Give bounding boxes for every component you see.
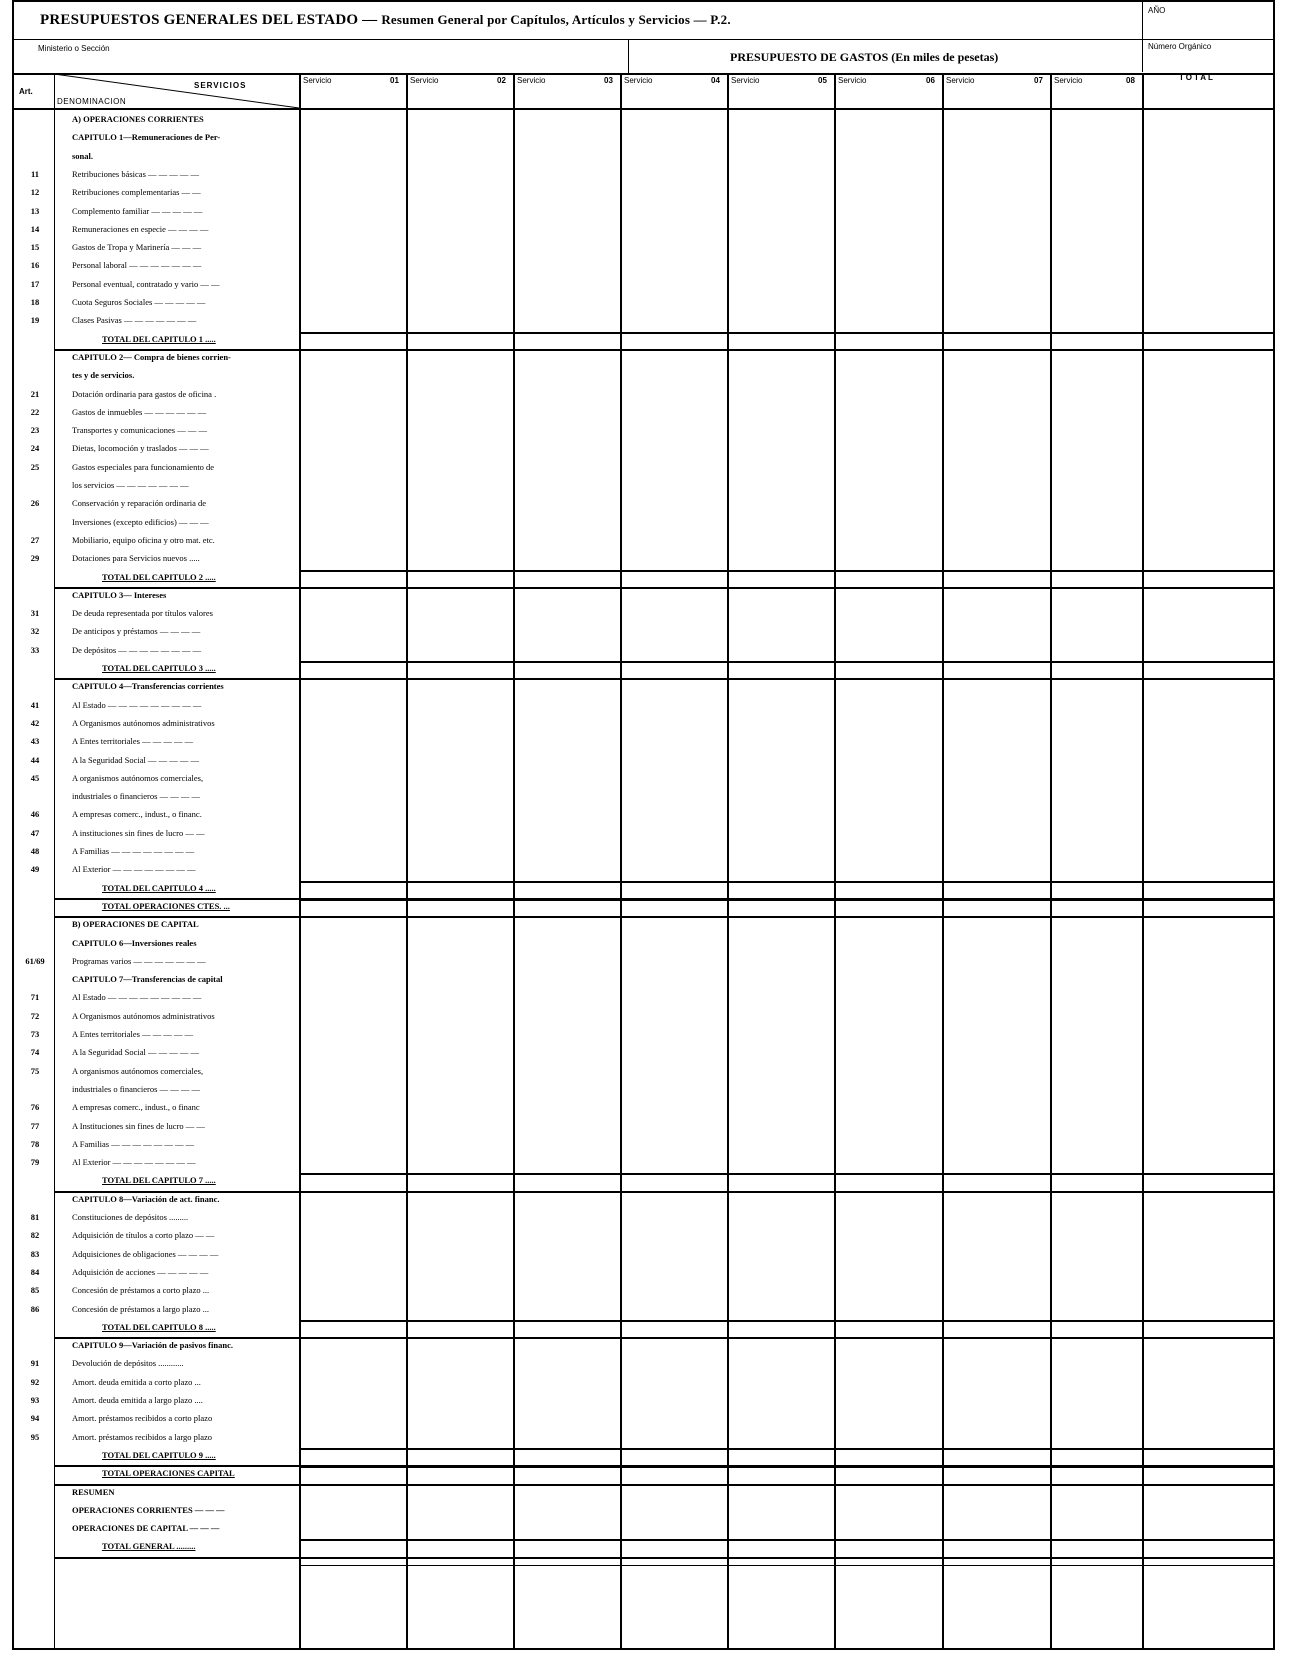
article-number: 95 (30, 1431, 40, 1442)
budget-line-row (14, 550, 299, 568)
column-divider (513, 74, 515, 1650)
denomination-text: Mobiliario, equipo oficina y otro mat. etc. (72, 534, 215, 545)
budget-line-row (14, 221, 299, 239)
denomination-text: OPERACIONES CORRIENTES — — — (72, 1504, 225, 1515)
budget-line-row (14, 184, 299, 202)
denomination-text: Retribuciones básicas — — — — — (72, 168, 200, 179)
denomination-text: A organismos autónomos comerciales, (72, 1065, 204, 1076)
service-column-label: Servicio (410, 76, 439, 85)
article-number: 24 (30, 443, 40, 454)
budget-line-row (14, 788, 299, 806)
total-row (14, 331, 299, 349)
article-number: 73 (30, 1029, 40, 1039)
budget-line-row (14, 312, 299, 330)
denomination-text: Al Estado — — — — — — — — — (72, 992, 202, 1003)
denomination-text: TOTAL DEL CAPITULO 8 ..... (102, 1321, 216, 1332)
total-row (14, 1465, 299, 1483)
denomination-text: Conservación y reparación ordinaria de (72, 498, 207, 509)
article-number: 19 (30, 315, 40, 326)
budget-line-row (14, 459, 299, 477)
article-number: 32 (30, 626, 40, 637)
service-column-number: 04 (711, 76, 720, 85)
column-divider (727, 74, 729, 1650)
article-number: 43 (30, 736, 40, 747)
denomination-text: CAPITULO 2— Compra de bienes corrien- (72, 351, 231, 362)
column-divider (620, 74, 622, 1650)
denomination-text: TOTAL DEL CAPITULO 4 ..... (102, 882, 216, 893)
article-number: 11 (30, 168, 40, 179)
article-number: 78 (30, 1138, 40, 1149)
article-number: 49 (30, 864, 40, 875)
denomination-text: Clases Pasivas — — — — — — — (72, 315, 197, 326)
grid-final-rule (299, 1565, 1275, 1566)
budget-line-row (14, 422, 299, 440)
denomination-text: TOTAL OPERACIONES CTES. ... (102, 900, 230, 911)
column-divider (834, 74, 836, 1650)
article-number: 44 (30, 754, 40, 765)
article-number: 22 (30, 406, 40, 417)
denomination-text: Al Estado — — — — — — — — — (72, 699, 202, 710)
budget-line-row (14, 257, 299, 275)
denomination-text: CAPITULO 3— Intereses (72, 589, 167, 600)
budget-line-row (14, 386, 299, 404)
article-number: 18 (30, 297, 40, 307)
heading-row (14, 587, 299, 605)
budget-line-row (14, 495, 299, 513)
form-title (40, 12, 731, 29)
budget-line-row (14, 404, 299, 422)
budget-line-row (14, 623, 299, 641)
denomination-text: Adquisición de acciones — — — — — (72, 1266, 209, 1277)
article-number: 31 (30, 608, 40, 619)
service-column-number: 01 (390, 76, 399, 85)
article-number: 46 (30, 809, 40, 820)
budget-line-row (14, 1282, 299, 1300)
article-number: 71 (30, 992, 40, 1003)
denomination-text: A instituciones sin fines de lucro — — (72, 827, 205, 838)
total-rule-top (299, 1173, 1275, 1175)
denomination-text: A) OPERACIONES CORRIENTES (72, 114, 204, 124)
article-number: 75 (30, 1065, 40, 1076)
article-number: 92 (30, 1376, 40, 1387)
heading-row (14, 1337, 299, 1355)
column-divider (406, 74, 408, 1650)
denomination-text: A Familias — — — — — — — — (72, 846, 195, 856)
denomination-text: CAPITULO 7—Transferencias de capital (72, 974, 223, 985)
service-column-number: 08 (1126, 76, 1135, 85)
service-column-label: Servicio (517, 76, 546, 85)
denomination-text: A la Seguridad Social — — — — — (72, 754, 200, 765)
denomination-text: Dietas, locomoción y traslados — — — (72, 443, 209, 454)
budget-line-row (14, 1063, 299, 1081)
article-number: 29 (30, 553, 40, 564)
budget-line-row (14, 440, 299, 458)
denomination-text: A Entes territoriales — — — — — (72, 1029, 194, 1039)
total-row (14, 880, 299, 898)
denomination-text: TOTAL DEL CAPITULO 2 ..... (102, 571, 216, 582)
budget-line-row (14, 825, 299, 843)
denomination-text: CAPITULO 1—Remuneraciones de Per- (72, 132, 221, 143)
budget-line-row (14, 843, 299, 861)
total-row (14, 898, 299, 916)
article-number: 42 (30, 717, 40, 728)
denomination-text: Cuota Seguros Sociales — — — — — (72, 297, 206, 307)
service-column-number: 05 (818, 76, 827, 85)
total-rule-top (299, 899, 1275, 901)
denomination-text: Amort. deuda emitida a corto plazo ... (72, 1376, 201, 1387)
title-underline (14, 39, 1275, 40)
heading-row (14, 111, 299, 129)
denomination-text: Constituciones de depósitos ......... (72, 1212, 189, 1222)
article-number: 21 (30, 388, 40, 399)
budget-line-row (14, 1355, 299, 1373)
denomination-text: Amort. deuda emitida a largo plazo .... (72, 1395, 203, 1405)
total-row (14, 569, 299, 587)
article-number: 61/69 (25, 955, 45, 966)
denomination-text: A empresas comerc., indust., o financ. (72, 809, 202, 820)
denomination-text: Amort. préstamos recibidos a largo plazo (72, 1431, 213, 1442)
article-number: 77 (30, 1120, 40, 1131)
budget-line-row (14, 1209, 299, 1227)
heading-row (14, 1484, 299, 1502)
budget-line-row (14, 1044, 299, 1062)
year-box-left-border (1142, 2, 1143, 72)
denomination-text: Dotaciones para Servicios nuevos ..... (72, 553, 200, 564)
title-sub: Resumen General por Capítulos, Artículos y Servicios — P.2. (381, 12, 731, 27)
article-number: 16 (30, 260, 40, 271)
budget-line-row (14, 605, 299, 623)
denomination-text: Personal eventual, contratado y vario — — (72, 278, 220, 289)
service-column-number: 07 (1034, 76, 1043, 85)
article-number: 13 (30, 205, 40, 216)
denomination-text: CAPITULO 4—Transferencias corrientes (72, 681, 224, 692)
budget-line-row (14, 203, 299, 221)
budget-line-row (14, 514, 299, 532)
denomination-text: TOTAL DEL CAPITULO 1 ..... (102, 333, 216, 344)
article-number: 76 (30, 1102, 40, 1113)
organic-number-label[interactable]: Número Orgánico (1148, 42, 1212, 51)
denomination-text: CAPITULO 9—Variación de pasivos financ. (72, 1340, 233, 1351)
service-column-number: 06 (926, 76, 935, 85)
budget-line-row (14, 1264, 299, 1282)
denomination-text: A empresas comerc., indust., o financ (72, 1102, 200, 1113)
column-divider (942, 74, 944, 1650)
denomination-text: TOTAL DEL CAPITULO 9 ..... (102, 1449, 216, 1460)
total-rule-top (299, 661, 1275, 663)
budget-line-row (14, 1008, 299, 1026)
denomination-text: A Organismos autónomos administrativos (72, 717, 215, 728)
budget-line-row (14, 1026, 299, 1044)
denomination-text: A la Seguridad Social — — — — — (72, 1047, 200, 1058)
budget-line-row (14, 697, 299, 715)
article-number: 47 (30, 827, 40, 838)
article-number: 93 (30, 1395, 40, 1405)
denomination-text: Remuneraciones en especie — — — — (72, 223, 209, 234)
budget-line-row (14, 953, 299, 971)
total-row (14, 1172, 299, 1190)
total-rule-top (299, 1466, 1275, 1468)
total-row (14, 1447, 299, 1465)
budget-line-row (14, 1118, 299, 1136)
budget-line-row (14, 642, 299, 660)
budget-line-row (14, 715, 299, 733)
budget-line-row (14, 532, 299, 550)
denomination-text: A Familias — — — — — — — — (72, 1138, 195, 1149)
total-rule-top (299, 1448, 1275, 1450)
article-number: 17 (30, 278, 40, 289)
heading-row (14, 129, 299, 147)
article-number: 33 (30, 644, 40, 655)
budget-line-row (14, 770, 299, 788)
budget-line-row (14, 1301, 299, 1319)
article-number: 91 (30, 1358, 40, 1369)
total-rule-top (299, 570, 1275, 572)
article-number: 25 (30, 461, 40, 472)
total-rule-bottom (54, 1557, 1275, 1559)
heading-row (14, 678, 299, 696)
heading-row (14, 1520, 299, 1538)
service-column-label: Servicio (838, 76, 867, 85)
denomination-text: Al Exterior — — — — — — — — (72, 1157, 196, 1168)
service-column-label: Servicio (731, 76, 760, 85)
article-number: 74 (30, 1047, 40, 1058)
article-number: 82 (30, 1230, 40, 1241)
denomination-text: De deuda representada por títulos valores (72, 608, 213, 619)
service-column-number: 02 (497, 76, 506, 85)
budget-line-row (14, 166, 299, 184)
denomination-text: RESUMEN (72, 1486, 115, 1497)
denomination-text: Programas varios — — — — — — — (72, 955, 206, 966)
denomination-text: Retribuciones complementarias — — (72, 187, 201, 198)
budget-line-row (14, 752, 299, 770)
heading-row (14, 916, 299, 934)
total-row (14, 1319, 299, 1337)
denomination-text: Complemento familiar — — — — — (72, 205, 203, 216)
servicios-label: SERVICIOS (194, 81, 247, 90)
budget-line-row (14, 294, 299, 312)
service-column-label: Servicio (946, 76, 975, 85)
service-column-label: Servicio (303, 76, 332, 85)
budget-line-row (14, 477, 299, 495)
budget-line-row (14, 239, 299, 257)
budget-line-row (14, 1099, 299, 1117)
article-number: 85 (30, 1285, 40, 1296)
denomination-text: Gastos especiales para funcionamiento de (72, 461, 215, 472)
denomination-text: OPERACIONES DE CAPITAL — — — (72, 1523, 220, 1534)
budget-line-row (14, 1136, 299, 1154)
denomination-text: sonal. (72, 150, 94, 161)
budget-form (12, 0, 1275, 1650)
denomination-text: Adquisiciones de obligaciones — — — — (72, 1248, 219, 1259)
denomination-text: Devolución de depósitos ............ (72, 1358, 184, 1369)
article-number: 94 (30, 1413, 40, 1424)
column-divider (299, 74, 301, 1650)
denomination-text: Concesión de préstamos a largo plazo ... (72, 1303, 209, 1314)
denomination-text: TOTAL DEL CAPITULO 3 ..... (102, 663, 216, 673)
denomination-text: TOTAL GENERAL ......... (102, 1541, 196, 1552)
denomination-text: Adquisición de títulos a corto plazo — — (72, 1230, 215, 1241)
denomination-text: TOTAL OPERACIONES CAPITAL (102, 1468, 235, 1479)
denomination-text: Transportes y comunicaciones — — — (72, 425, 207, 436)
total-rule-top (299, 1320, 1275, 1322)
denomination-text: Personal laboral — — — — — — — (72, 260, 202, 271)
article-number: 14 (30, 223, 40, 234)
ministry-divider (628, 39, 629, 73)
denominacion-label: DENOMINACION (57, 97, 127, 106)
heading-row (14, 1191, 299, 1209)
column-divider (1050, 74, 1052, 1650)
denomination-text: A organismos autónomos comerciales, (72, 772, 204, 783)
denomination-text: los servicios — — — — — — — (72, 480, 189, 490)
article-number: 23 (30, 425, 40, 436)
total-column-label: TOTAL (1179, 73, 1215, 82)
denomination-text: industriales o financieros — — — — (72, 791, 200, 802)
article-number: 86 (30, 1303, 40, 1314)
year-label: AÑO (1148, 6, 1166, 15)
denomination-text: CAPITULO 8—Variación de act. financ. (72, 1193, 220, 1204)
budget-title: PRESUPUESTO DE GASTOS (En miles de pesetas) (730, 50, 999, 64)
budget-line-row (14, 989, 299, 1007)
denomination-text: Al Exterior — — — — — — — — (72, 864, 196, 875)
art-column-label: Art. (19, 87, 33, 96)
budget-line-row (14, 861, 299, 879)
denomination-text: A Instituciones sin fines de lucro — — (72, 1120, 205, 1131)
denomination-text: tes y de servicios. (72, 370, 135, 381)
denomination-text: Inversiones (excepto edificios) — — — (72, 516, 209, 527)
total-rule-top (299, 881, 1275, 883)
denomination-text: Dotación ordinaria para gastos de oficina . (72, 388, 217, 399)
budget-line-row (14, 806, 299, 824)
budget-line-row (14, 1429, 299, 1447)
total-row (14, 1538, 299, 1556)
denomination-text: B) OPERACIONES DE CAPITAL (72, 919, 199, 930)
budget-line-row (14, 1081, 299, 1099)
total-row (14, 660, 299, 678)
article-number: 27 (30, 534, 40, 545)
denomination-text: Amort. préstamos recibidos a corto plazo (72, 1413, 213, 1424)
denomination-text: TOTAL DEL CAPITULO 7 ..... (102, 1175, 216, 1186)
budget-line-row (14, 276, 299, 294)
heading-row (14, 971, 299, 989)
service-column-label: Servicio (1054, 76, 1083, 85)
heading-row (14, 367, 299, 385)
denomination-text: industriales o financieros — — — — (72, 1083, 200, 1094)
heading-row (14, 349, 299, 367)
budget-line-row (14, 1410, 299, 1428)
denomination-text: De depósitos — — — — — — — — (72, 644, 202, 655)
budget-line-row (14, 733, 299, 751)
budget-line-row (14, 1392, 299, 1410)
budget-line-row (14, 1154, 299, 1172)
denomination-text: CAPITULO 6—Inversiones reales (72, 937, 197, 948)
article-number: 45 (30, 772, 40, 783)
article-number: 81 (30, 1212, 40, 1222)
service-column-label: Servicio (624, 76, 653, 85)
article-number: 26 (30, 498, 40, 509)
column-divider (1142, 74, 1144, 1650)
budget-line-row (14, 1246, 299, 1264)
total-rule-top (299, 332, 1275, 334)
denomination-text: A Organismos autónomos administrativos (72, 1010, 215, 1021)
heading-row (14, 935, 299, 953)
denomination-text: Gastos de Tropa y Marinería — — — (72, 242, 202, 253)
header-diagonal (54, 74, 299, 109)
ministry-label[interactable]: Ministerio o Sección (38, 44, 110, 53)
article-number: 79 (30, 1157, 40, 1168)
denomination-text: Concesión de préstamos a corto plazo ... (72, 1285, 210, 1296)
heading-row (14, 1502, 299, 1520)
denomination-text: Gastos de inmuebles — — — — — — (72, 406, 207, 417)
article-number: 84 (30, 1266, 40, 1277)
title-main: PRESUPUESTOS GENERALES DEL ESTADO — (40, 12, 382, 28)
heading-row (14, 148, 299, 166)
article-number: 48 (30, 846, 40, 856)
article-number: 83 (30, 1248, 40, 1259)
article-number: 72 (30, 1010, 40, 1021)
article-number: 15 (30, 242, 40, 253)
denomination-text: De anticipos y préstamos — — — — (72, 626, 201, 637)
service-column-number: 03 (604, 76, 613, 85)
total-rule-top (299, 1539, 1275, 1541)
article-number: 41 (30, 699, 40, 710)
denomination-text: A Entes territoriales — — — — — (72, 736, 194, 747)
article-number: 12 (30, 187, 40, 198)
budget-line-row (14, 1374, 299, 1392)
budget-line-row (14, 1227, 299, 1245)
